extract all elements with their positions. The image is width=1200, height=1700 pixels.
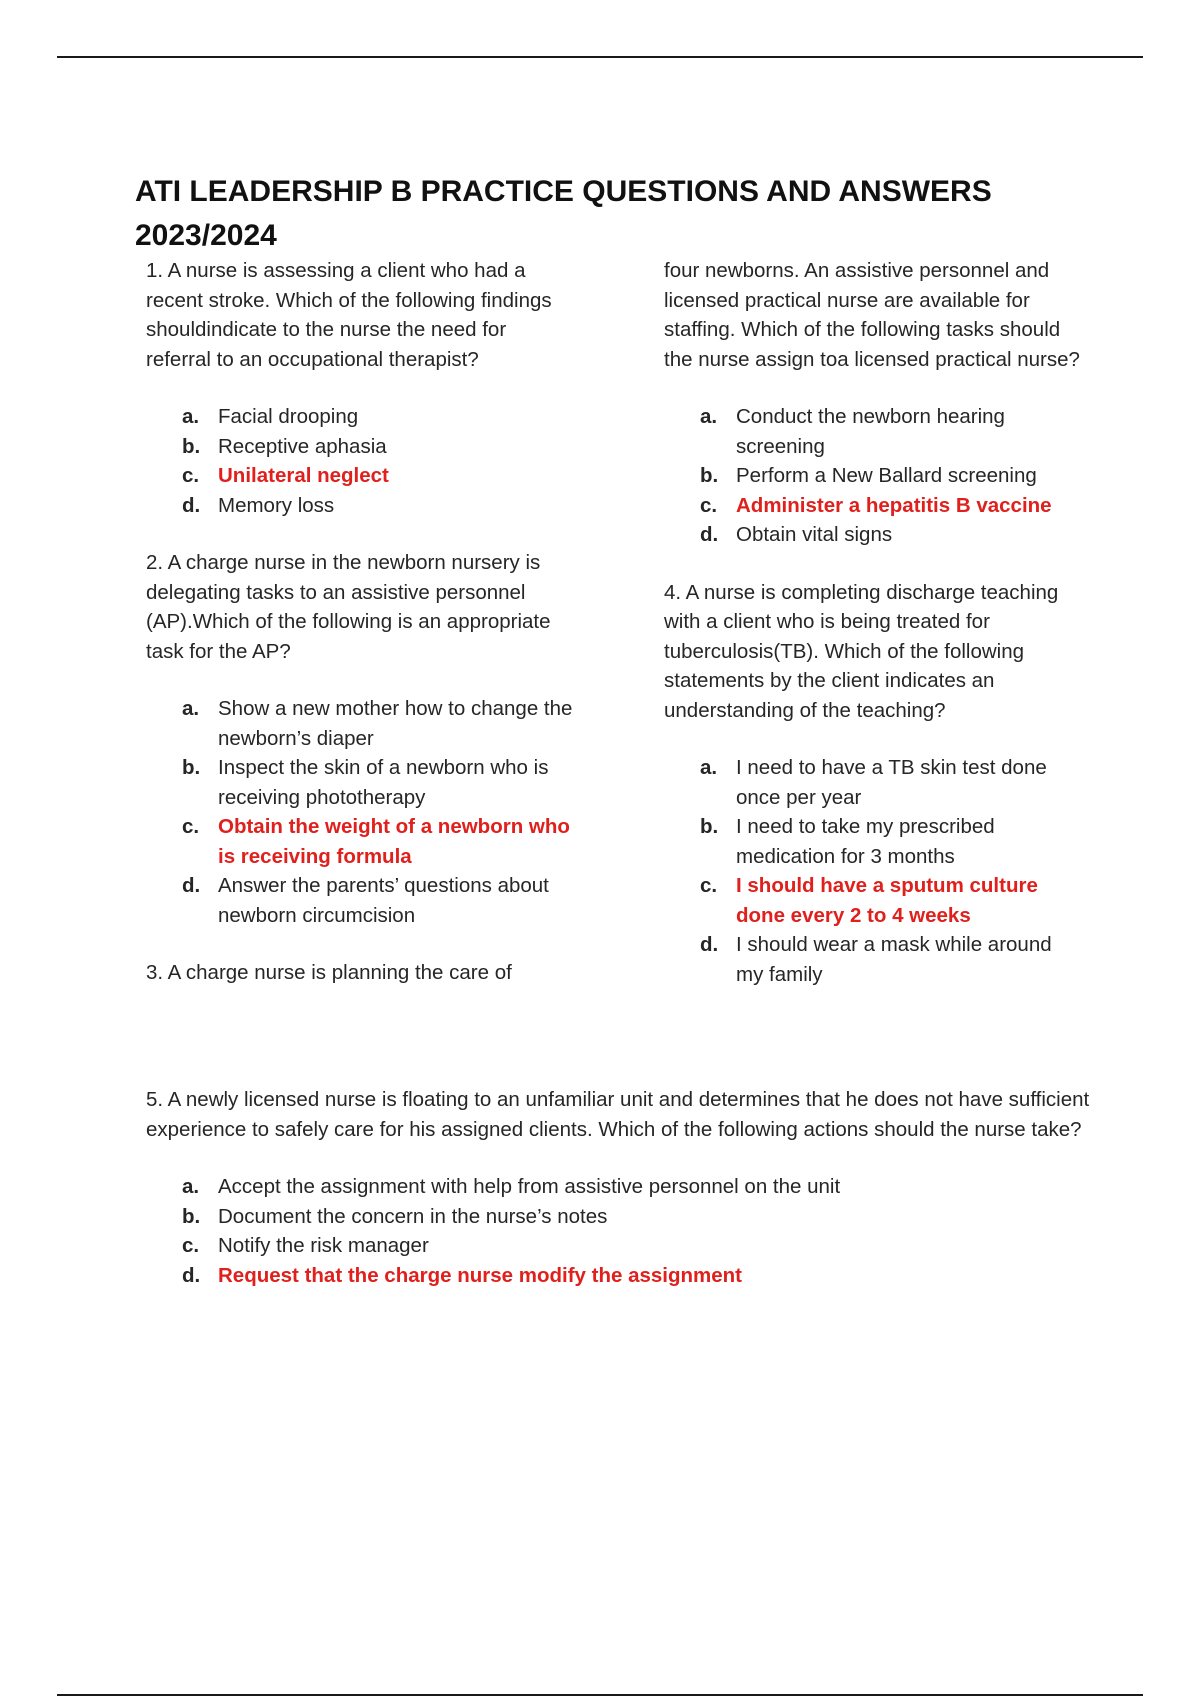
option-3d: d. Obtain vital signs [700, 523, 893, 546]
option-5b: b. Document the concern in the nurse’s notes [182, 1204, 608, 1228]
option-5c: c. Notify the risk manager [182, 1234, 429, 1257]
option-2d: d. Answer the parents’ questions about newborn circumcision [182, 874, 549, 927]
question-5-block [146, 1085, 1096, 1290]
left-column [146, 256, 576, 988]
option-3b: b. Perform a New Ballard screening [700, 464, 1037, 487]
question-5-options [146, 1172, 1096, 1290]
option-1c-correct-answer: c. Unilateral neglect [182, 464, 389, 487]
question-1-stem: 1. A nurse is assessing a client who had a recent stroke. Which of the following findings shouldindicate to the nurse the need for referral to an occupational therapist? [146, 259, 552, 371]
question-4-stem: 4. A nurse is completing discharge teaching with a client who is being treated for tuberculosis(TB). Which of the following statements by the client indicates an understanding of the teaching? [664, 580, 1059, 722]
question-3-options [664, 402, 1084, 550]
option-4d: d. I should wear a mask while around my family [700, 933, 1052, 986]
option-1b: b. Receptive aphasia [182, 434, 387, 458]
option-4b: b. I need to take my prescribed medication for 3 months [700, 815, 995, 868]
question-2-stem: 2. A charge nurse in the newborn nursery is delegating tasks to an assistive personnel (AP).Which of the following is an appropriate task for the AP? [146, 551, 551, 663]
option-4a: a. I need to have a TB skin test done once per year [700, 756, 1047, 809]
option-3a: a. Conduct the newborn hearing screening [700, 405, 1005, 458]
question-3-stem-continued: four newborns. An assistive personnel and licensed practical nurse are available for staffing. Which of the following tasks should the nurse assign toa licensed practical nurse? [664, 259, 1080, 371]
page-title: ATI LEADERSHIP B PRACTICE QUESTIONS AND ANSWERS 2023/2024 [135, 175, 992, 252]
right-column [664, 256, 1084, 989]
option-2a: a. Show a new mother how to change the newborn’s diaper [182, 697, 573, 750]
footer-rule [57, 1694, 1143, 1696]
option-1d: d. Memory loss [182, 493, 335, 517]
question-4-options [664, 753, 1084, 989]
question-1-options [146, 402, 576, 520]
option-4c-correct-answer: c. I should have a sputum culture done every 2 to 4 weeks [700, 874, 1038, 927]
option-3c-correct-answer: c. Administer a hepatitis B vaccine [700, 493, 1052, 517]
option-5d-correct-answer: d. Request that the charge nurse modify the assignment [182, 1263, 742, 1287]
question-3-stem-start: 3. A charge nurse is planning the care of [146, 961, 512, 984]
option-5a: a. Accept the assignment with help from assistive personnel on the unit [182, 1175, 841, 1198]
header-rule [57, 56, 1143, 58]
question-5-stem: 5. A newly licensed nurse is floating to an unfamiliar unit and determines that he does not have sufficient experience to safely care for his assigned clients. Which of the following actions should the nurse take? [146, 1088, 1090, 1141]
question-2-options [146, 694, 576, 930]
option-2b: b. Inspect the skin of a newborn who is receiving phototherapy [182, 756, 549, 809]
option-2c-correct-answer: c. Obtain the weight of a newborn who is receiving formula [182, 815, 570, 868]
option-1a: a. Facial drooping [182, 405, 359, 428]
